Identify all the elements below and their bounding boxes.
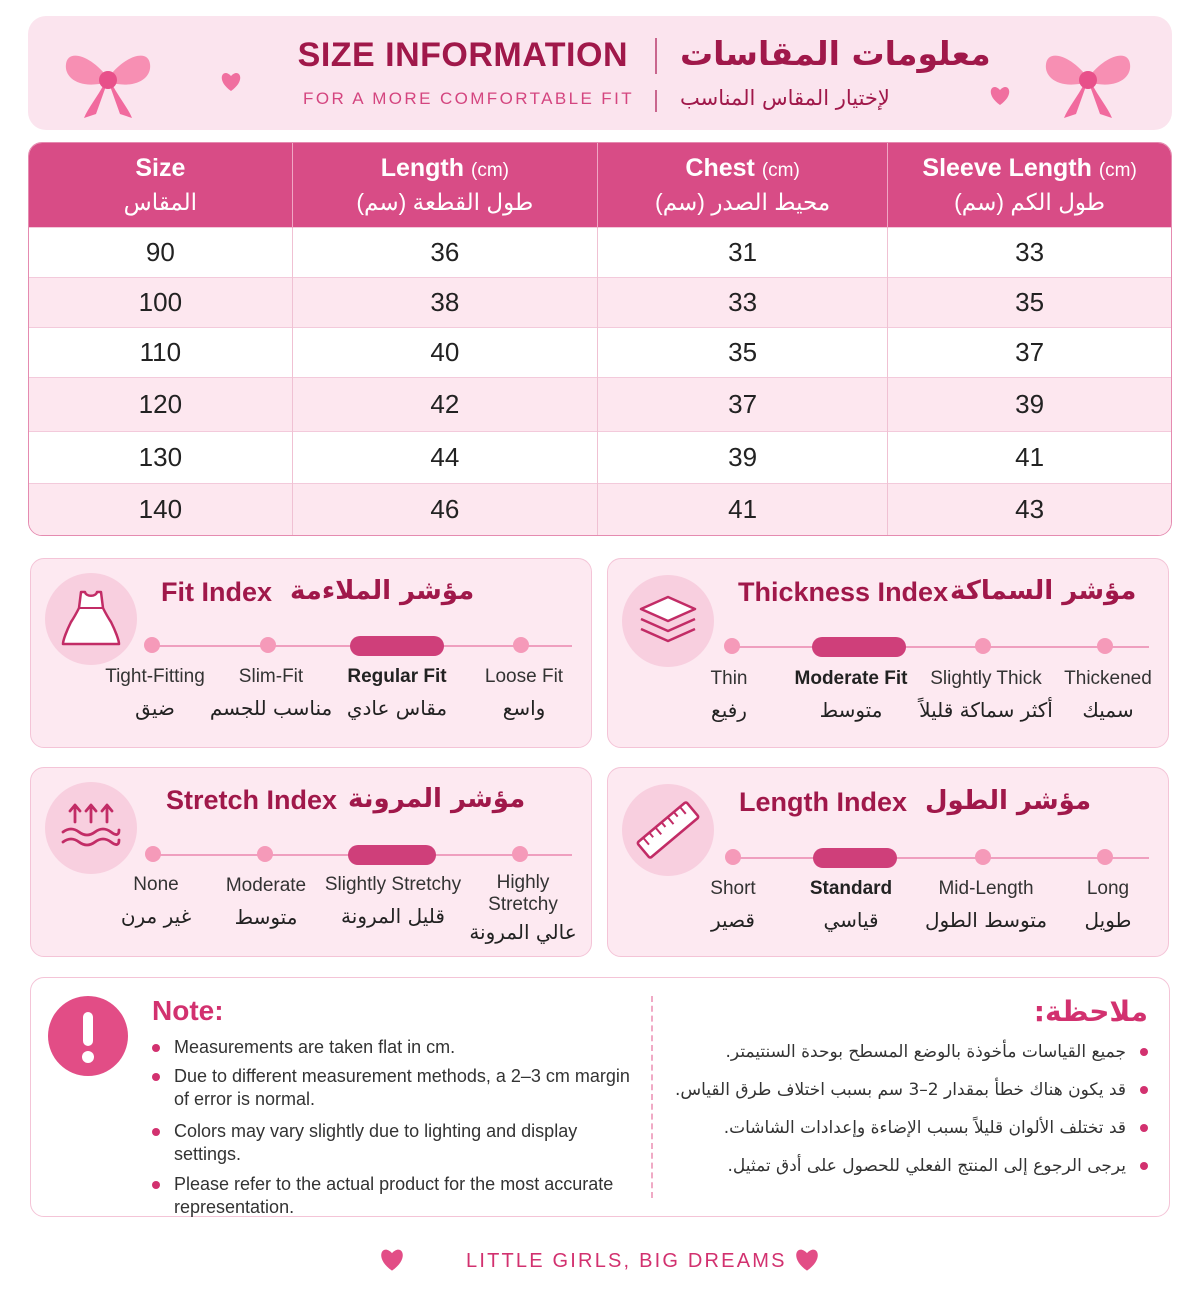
bow-icon [1042,42,1134,122]
note-title-en: Note: [152,995,224,1026]
list-item: قد يكون هناك خطأ بمقدار 2–3 سم بسبب اختلاف طرق القياس. [668,1078,1152,1102]
table-cell: 39 [888,378,1171,432]
thickness-index-title-en: Thickness Index [738,577,949,607]
table-cell: 37 [888,328,1171,378]
stretch-option: Moderate متوسط [225,875,307,929]
table-cell: 90 [29,228,292,278]
thickness-scale-track [727,646,1149,648]
stretch-option: Highly Stretchy عالي المرونة [469,872,577,944]
title-ar: معلومات المقاسات [680,34,991,73]
table-header-row [29,143,1171,228]
length-option: Long طويل [1084,878,1132,932]
fit-scale-selected [350,636,444,656]
list-item: Measurements are taken flat in cm. [150,1036,640,1059]
table-cell: 35 [597,328,887,378]
table-row [29,484,1171,536]
fit-index-title-ar: مؤشر الملاءمة [290,576,475,606]
fit-scale-dot [260,637,276,653]
column-header-length: Length (cm) طول القطعة (سم) [292,143,597,228]
thickness-scale-dot [975,638,991,654]
table-cell: 41 [597,484,887,536]
column-header-size: Size المقاس [29,143,292,228]
subtitle-en: FOR A MORE COMFORTABLE FIT [303,89,634,108]
stretch-option: None غير مرن [120,874,192,928]
length-scale-dot [725,849,741,865]
fit-option: Loose Fit واسع [484,666,564,720]
table-cell: 37 [597,378,887,432]
note-title-ar: ملاحظة: [1033,995,1148,1028]
table-cell: 120 [29,378,292,432]
table-row [29,228,1171,278]
subtitle-divider [655,90,657,112]
table-cell: 42 [292,378,597,432]
fit-scale-dot [513,637,529,653]
table-cell: 38 [292,278,597,328]
length-scale-selected [813,848,897,868]
dress-icon [45,573,137,665]
footer-tagline: LITTLE GIRLS, BIG DREAMS [466,1250,787,1272]
list-item: Due to different measurement methods, a 2–3 cm margin of error is normal. [150,1065,640,1111]
table-cell: 31 [597,228,887,278]
length-option: Short قصير [710,878,756,932]
length-scale-track [727,857,1149,859]
title-divider [655,38,657,74]
table-cell: 35 [888,278,1171,328]
stretch-option-selected: Slightly Stretchy قليل المرونة [324,874,462,928]
thickness-scale-dot [1097,638,1113,654]
fit-scale-dot [144,637,160,653]
stretch-scale-dot [257,846,273,862]
bow-icon [62,42,154,122]
stretch-index-title-ar: مؤشر المرونة [348,784,526,814]
stretch-scale-selected [348,845,436,865]
note-list-en [150,1036,640,1219]
thickness-option: Thickened سميك [1064,668,1152,722]
length-scale-dot [975,849,991,865]
column-header-chest: Chest (cm) محيط الصدر (سم) [597,143,887,228]
table-cell: 100 [29,278,292,328]
length-scale-dot [1097,849,1113,865]
column-header-sleeve-length: Sleeve Length (cm) طول الكم (سم) [888,143,1171,228]
size-table [28,142,1172,536]
table-cell: 33 [888,228,1171,278]
length-index-title-ar: مؤشر الطول [925,786,1092,816]
stretch-index-title-en: Stretch Index [166,785,338,815]
table-cell: 44 [292,432,597,484]
note-list-ar [668,1040,1152,1178]
fit-option: Slim-Fit مناسب للجسم [209,666,333,720]
length-index-title-en: Length Index [739,787,907,817]
fit-index-title-en: Fit Index [161,577,273,607]
thickness-option: Slightly Thick أكثر سماكة قليلاً [919,668,1053,722]
list-item: جميع القياسات مأخوذة بالوضع المسطح بوحدة السنتيمتر. [668,1040,1152,1064]
table-cell: 36 [292,228,597,278]
fit-option-selected: Regular Fit مقاس عادي [346,666,448,720]
table-cell: 41 [888,432,1171,484]
thickness-scale-selected [812,637,906,657]
table-row [29,432,1171,484]
stretch-scale-dot [512,846,528,862]
table-cell: 110 [29,328,292,378]
title-en: SIZE INFORMATION [297,36,628,74]
subtitle-ar: لإختيار المقاس المناسب [680,86,890,110]
stretch-icon [45,782,137,874]
table-cell: 33 [597,278,887,328]
table-row [29,278,1171,328]
table-cell: 46 [292,484,597,536]
length-option-selected: Standard قياسي [809,878,893,932]
heart-icon [793,1246,821,1272]
table-cell: 39 [597,432,887,484]
list-item: يرجى الرجوع إلى المنتج الفعلي للحصول على أدق تمثيل. [668,1154,1152,1178]
table-cell: 130 [29,432,292,484]
table-cell: 43 [888,484,1171,536]
table-cell: 40 [292,328,597,378]
list-item: Please refer to the actual product for the most accurate representation. [150,1173,640,1219]
thickness-index-title-ar: مؤشر السماكة [950,576,1137,606]
thickness-scale-dot [724,638,740,654]
ruler-icon [622,784,714,876]
thickness-option-selected: Moderate Fit متوسط [794,668,908,722]
heart-icon [988,84,1012,106]
exclamation-icon [48,996,128,1076]
stretch-scale-dot [145,846,161,862]
length-option: Mid-Length متوسط الطول [924,878,1048,932]
thickness-option: Thin رفيع [710,668,748,722]
fit-option: Tight-Fitting ضيق [105,666,205,720]
list-item: قد تختلف الألوان قليلاً بسبب الإضاءة وإعدادات الشاشات. [668,1116,1152,1140]
note-divider [651,996,653,1198]
list-item: Colors may vary slightly due to lighting and display settings. [150,1120,640,1166]
layers-icon [622,575,714,667]
heart-icon [378,1246,406,1272]
table-row [29,328,1171,378]
table-row [29,378,1171,432]
table-cell: 140 [29,484,292,536]
